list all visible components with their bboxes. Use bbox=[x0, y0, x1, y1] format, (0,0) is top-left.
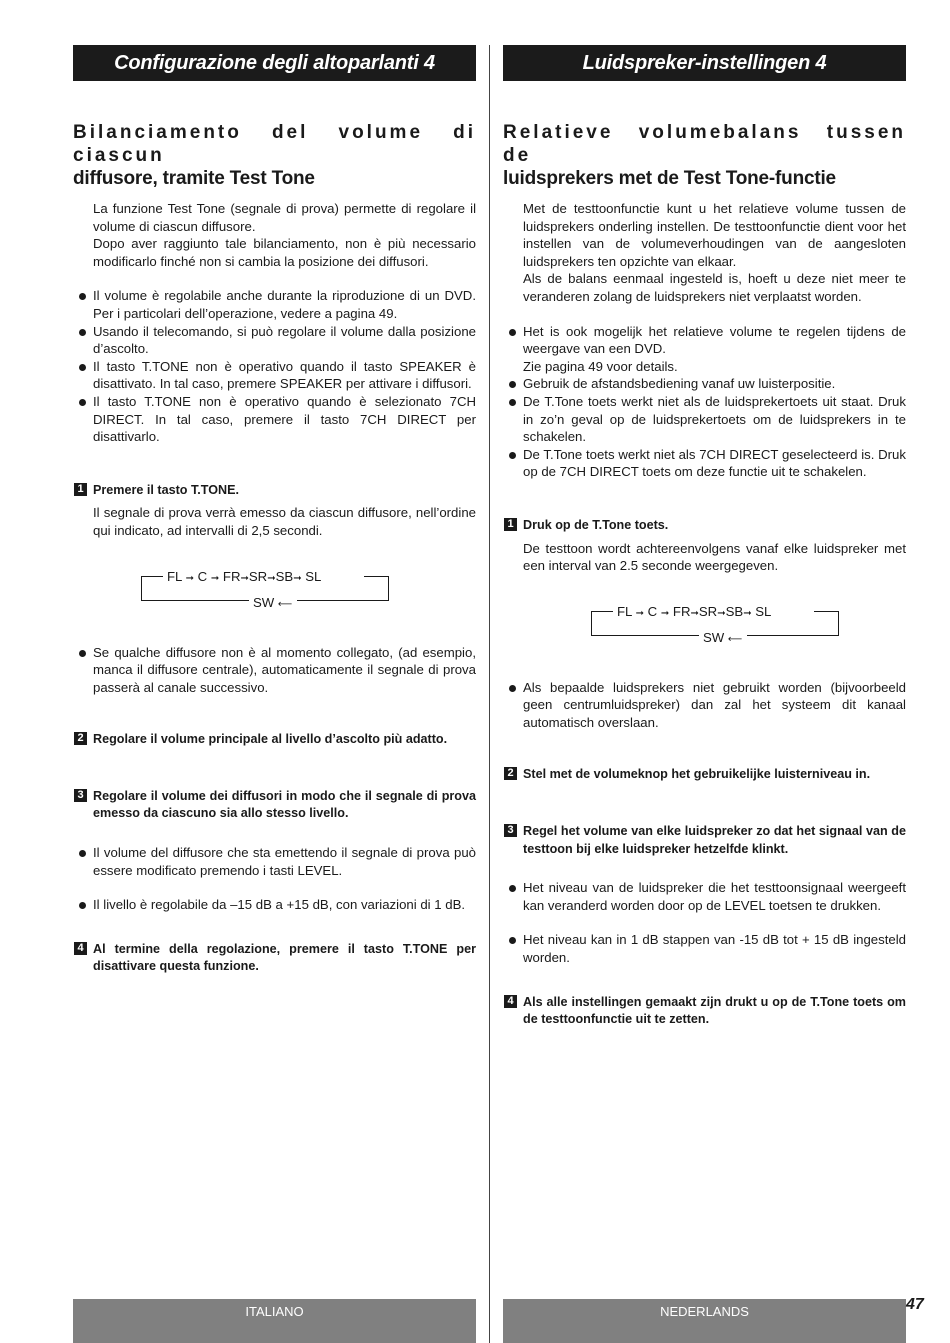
step-3 bbox=[507, 823, 906, 858]
section-header: Configurazione degli altoparlanti 4 bbox=[73, 45, 476, 81]
notes-list bbox=[523, 879, 906, 966]
step-2 bbox=[77, 731, 476, 749]
step-title: Regel het volume van elke luidspreker zo dat het signaal van de testtoon bij elke luidspreker hetzelfde klinkt. bbox=[523, 824, 906, 856]
note-item: Se qualche diffusore non è al momento collegato, (ad esempio, manca il diffusore centrale), automaticamente il segnale di prova passerà al canale successivo. bbox=[93, 644, 476, 695]
step-title: Stel met de volumeknop het gebruikelijke luisterniveau in. bbox=[523, 767, 871, 782]
arrow-right-icon: ➞ bbox=[690, 607, 699, 619]
step-title: Regolare il volume dei diffusori in modo che il segnale di prova emesso da ciascuno sia allo stesso livello. bbox=[93, 788, 476, 821]
sequence-label: SR bbox=[698, 603, 718, 619]
section-title bbox=[503, 121, 906, 190]
sequence-label: FL bbox=[167, 568, 182, 584]
sequence-label: SW bbox=[253, 594, 275, 610]
title-line-1: Relatieve volumebalans tussen de bbox=[503, 122, 906, 166]
step-number: 3 bbox=[504, 824, 517, 837]
sequence-label: C bbox=[647, 603, 658, 619]
sequence-label: SL bbox=[305, 568, 322, 584]
note-item: Het is ook mogelijk het relatieve volume te regelen tijdens de weergave van een DVD. Zie pagina 49 voor details. bbox=[523, 323, 906, 374]
step-number: 1 bbox=[74, 483, 87, 496]
arrow-right-icon: ➞ bbox=[635, 607, 644, 619]
sequence-top bbox=[617, 603, 771, 623]
step-number: 3 bbox=[74, 789, 87, 802]
sequence-label: FL bbox=[617, 603, 632, 619]
step-1 bbox=[507, 517, 906, 575]
note-item: Il volume è regolabile anche durante la riproduzione di un DVD. Per i particolari dell’operazione, vedere a pagina 49. bbox=[93, 288, 476, 321]
note-item: De T.Tone toets werkt niet als de luidsprekertoets uit staat. Druk in zo’n geval op de luidsprekertoets om de luidsprekers in te schakelen. bbox=[523, 393, 906, 445]
intro-text: La funzione Test Tone (segnale di prova) permette di regolare il volume di ciascun diffusore. Dopo aver raggiunto tale bilanciamento, non è più necessario modificarlo finché non si cambia la posizione dei diffusori. bbox=[93, 201, 476, 269]
step-number: 4 bbox=[74, 942, 87, 955]
sequence-bottom bbox=[253, 594, 292, 614]
intro-text: Met de testtoonfunctie kunt u het relatieve volume tussen de luidsprekers onderling instellen. De testtoonfunctie dient voor het instellen van de volumeverhoudingen van de aangesloten luidsprekers ten opzichte van elkaar. Als de balans eenmaal ingesteld is, hoeft u deze niet meer te veranderen zolang de luidsprekers niet verplaatst worden. bbox=[523, 201, 906, 304]
note-item: Il tasto T.TONE non è operativo quando il tasto SPEAKER è disattivato. In tal caso, premere SPEAKER per attivare i diffusori. bbox=[93, 358, 476, 392]
notes-list bbox=[93, 287, 476, 445]
page-number: 47 bbox=[906, 1296, 924, 1313]
sequence-top bbox=[167, 568, 321, 588]
arrow-right-icon: ➞ bbox=[717, 607, 726, 619]
arrow-right-icon: ➞ bbox=[743, 607, 752, 619]
step-title: Als alle instellingen gemaakt zijn drukt u op de T.Tone toets om de testtoonfunctie uit te zetten. bbox=[523, 994, 906, 1027]
step-title: Premere il tasto T.TONE. bbox=[93, 482, 240, 497]
note-item: Il tasto T.TONE non è operativo quando è selezionato 7CH DIRECT. In tal caso, premere il tasto 7CH DIRECT per disattivarlo. bbox=[93, 393, 476, 445]
step-number: 2 bbox=[504, 767, 517, 780]
step-title: Al termine della regolazione, premere il tasto T.TONE per disattivare questa funzione. bbox=[93, 941, 476, 974]
arrow-right-icon: ➞ bbox=[660, 607, 670, 619]
step-body: De testtoon wordt achtereenvolgens vanaf elke luidspreker met een interval van 2.5 seconde weergegeven. bbox=[523, 540, 906, 574]
sequence-bottom bbox=[703, 629, 742, 649]
title-line-2: diffusore, tramite Test Tone bbox=[73, 168, 315, 189]
sequence-label: SB bbox=[725, 603, 744, 619]
step-4 bbox=[77, 941, 476, 976]
arrow-left-icon: ⟵ bbox=[277, 598, 293, 610]
sequence-label: SW bbox=[703, 629, 725, 645]
sequence-label: C bbox=[197, 568, 208, 584]
note-item: Il livello è regolabile da –15 dB a +15 dB, con variazioni di 1 dB. bbox=[93, 896, 476, 914]
arrow-right-icon: ➞ bbox=[267, 572, 276, 584]
speaker-sequence-diagram bbox=[591, 603, 841, 651]
step-number: 2 bbox=[74, 732, 87, 745]
language-footer: ITALIANO bbox=[73, 1299, 476, 1343]
note-item: De T.Tone toets werkt niet als 7CH DIRECT geselecteerd is. Druk op de 7CH DIRECT toets om deze functie uit te schakelen. bbox=[523, 446, 906, 480]
note-item: Usando il telecomando, si può regolare il volume dalla posizione d’ascolto. bbox=[93, 323, 476, 357]
note-item: Het niveau kan in 1 dB stappen van -15 dB tot + 15 dB ingesteld worden. bbox=[523, 932, 906, 966]
note-item: Het niveau van de luidspreker die het testtoonsignaal weergeeft kan veranderd worden door op de LEVEL toetsen te drukken. bbox=[523, 880, 906, 913]
step-1 bbox=[77, 482, 476, 540]
sequence-label: FR bbox=[672, 603, 691, 619]
note-item: Gebruik de afstandsbediening vanaf uw luisterpositie. bbox=[523, 375, 906, 393]
notes-list bbox=[523, 679, 906, 732]
speaker-sequence-diagram bbox=[141, 568, 391, 616]
step-body: Il segnale di prova verrà emesso da ciascun diffusore, nell’ordine qui indicato, ad intervalli di 2,5 secondi. bbox=[93, 505, 476, 538]
step-4 bbox=[507, 994, 906, 1029]
title-line-1: Bilanciamento del volume di ciascun bbox=[73, 122, 476, 166]
step-2 bbox=[507, 766, 906, 784]
notes-list bbox=[523, 323, 906, 481]
arrow-left-icon: ⟵ bbox=[727, 633, 743, 645]
title-line-2: luidsprekers met de Test Tone-functie bbox=[503, 168, 836, 189]
column-nederlands bbox=[503, 45, 906, 1029]
arrow-right-icon: ➞ bbox=[185, 572, 194, 584]
sequence-label: SR bbox=[248, 568, 268, 584]
note-item: Als bepaalde luidsprekers niet gebruikt worden (bijvoorbeeld geen centrumluidspreker) dan zal het systeem dit kanaal automatisch overslaan. bbox=[523, 679, 906, 730]
column-italiano bbox=[73, 45, 476, 976]
arrow-right-icon: ➞ bbox=[210, 572, 220, 584]
step-title: Regolare il volume principale al livello d’ascolto più adatto. bbox=[93, 732, 448, 747]
sequence-label: FR bbox=[222, 568, 241, 584]
note-item: Il volume del diffusore che sta emettendo il segnale di prova può essere modificato premendo i tasti LEVEL. bbox=[93, 845, 476, 878]
section-title bbox=[73, 121, 476, 190]
arrow-right-icon: ➞ bbox=[240, 572, 249, 584]
column-divider bbox=[489, 45, 490, 1343]
step-3 bbox=[77, 788, 476, 823]
step-number: 4 bbox=[504, 995, 517, 1008]
section-body bbox=[503, 200, 906, 1029]
arrow-right-icon: ➞ bbox=[293, 572, 302, 584]
sequence-label: SL bbox=[755, 603, 772, 619]
sequence-label: SB bbox=[275, 568, 294, 584]
language-footer: NEDERLANDS bbox=[503, 1299, 906, 1343]
section-header: Luidspreker-instellingen 4 bbox=[503, 45, 906, 81]
step-number: 1 bbox=[504, 518, 517, 531]
step-title: Druk op de T.Tone toets. bbox=[523, 517, 669, 532]
notes-list bbox=[93, 644, 476, 697]
notes-list bbox=[93, 844, 476, 914]
section-body bbox=[73, 200, 476, 976]
